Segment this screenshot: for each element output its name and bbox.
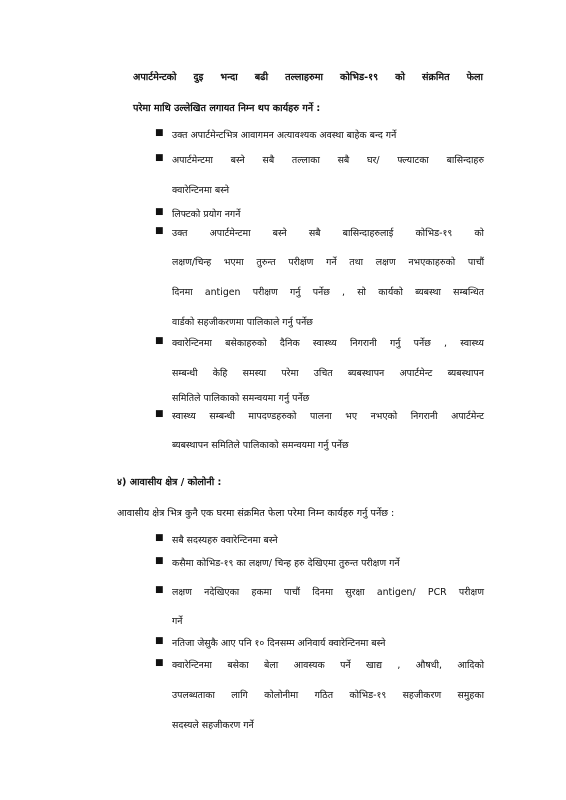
colony-item-line: क्वारेन्टिनमा बसेका बेला आवस्यक पर्ने खाद्य , औषधी, आदिको [172, 660, 484, 671]
colony-item-line: गर्ने [172, 616, 183, 627]
section-4-title: ४) आवासीय क्षेत्र / कोलोनी : [117, 477, 222, 488]
colony-bullet-icon: ■ [155, 658, 164, 668]
apartment-item-line: क्वारेन्टिनमा बसेकाहरुको दैनिक स्वास्थ्य निगरानी गर्नु पर्नेछ , स्वास्थ्य [172, 338, 484, 349]
apartment-bullet-icon: ■ [155, 207, 164, 217]
apartment-item-line: क्वारेन्टिनमा बस्ने [172, 185, 230, 196]
apartment-item-line: वार्डको सहजीकरणमा पालिकाले गर्नु पर्नेछ [172, 317, 313, 328]
apartment-bullet-icon: ■ [155, 226, 164, 236]
colony-bullet-icon: ■ [155, 636, 164, 646]
heading-line-2: परेमा माथि उल्लेखित लगायत निम्न थप कार्यहरु गर्ने : [133, 103, 321, 114]
apartment-bullet-icon: ■ [155, 336, 164, 346]
apartment-item-line: दिनमा antigen परीक्षण गर्नु पर्नेछ , सो कार्यको ब्यबस्था सम्बन्धित [172, 287, 484, 298]
apartment-bullet-icon: ■ [155, 128, 164, 138]
colony-bullet-icon: ■ [155, 533, 164, 543]
apartment-bullet-icon: ■ [155, 409, 164, 419]
apartment-item-line: ब्यबस्थापन समितिले पालिकाको समन्वयमा गर्नु पर्नेछ [172, 440, 349, 451]
apartment-item-line: उक्त अपार्टमेन्टभित्र आवागमन अत्यावश्यक अवस्था बाहेक बन्द गर्ने [172, 130, 397, 141]
apartment-item-line: समितिले पालिकाको समन्वयमा गर्नु पर्नेछ [172, 393, 310, 404]
colony-item-line: लक्षण नदेखिएका हकमा पाचौं दिनमा सुरक्षा antigen/ PCR परीक्षण [172, 587, 484, 598]
apartment-item-line: सम्बन्धी केहि समस्या परेमा उचित ब्यबस्थापन अपार्टमेन्ट ब्यबस्थापन [172, 368, 484, 379]
apartment-item-line: अपार्टमेन्टमा बस्ने सबै तल्लाका सबै घर/ फ्ल्याटका बासिन्दाहरु [172, 155, 484, 166]
colony-item-line: उपलब्धताका लागि कोलोनीमा गठित कोभिड-१९ सहजीकरण समुहका [172, 690, 484, 701]
colony-bullet-icon: ■ [155, 556, 164, 566]
apartment-item-line: स्वास्थ्य सम्बन्धी मापदण्डहरुको पालना भए नभएको निगरानी अपार्टमेन्ट [172, 411, 484, 422]
apartment-item-line: लिफ्टको प्रयोग नगर्ने [172, 209, 241, 220]
apartment-bullet-icon: ■ [155, 153, 164, 163]
apartment-item-line: उक्त अपार्टमेन्टमा बस्ने सबै बासिन्दाहरुलाई कोभिड-१९ को [172, 228, 484, 239]
colony-item-line: सबै सदस्यहरु क्वारेन्टिनमा बस्ने [172, 535, 278, 546]
apartment-item-line: लक्षण/चिन्ह भएमा तुरुन्त परीक्षण गर्ने तथा लक्षण नभएकाहरुको पाचौं [172, 257, 484, 268]
colony-item-line: सदस्यले सहजीकरण गर्ने [172, 720, 254, 731]
section-4-intro: आवासीय क्षेत्र भित्र कुनै एक घरमा संक्रमित फेला परेमा निम्न कार्यहरु गर्नु पर्नेछ : [117, 508, 395, 519]
heading-line-1: अपार्टमेन्टको दुइ भन्दा बढी तल्लाहरुमा कोभिड-१९ को संक्रमित फेला [133, 72, 483, 83]
colony-item-line: कसैमा कोभिड-१९ का लक्षण/ चिन्ह हरु देखिएमा तुरुन्त परीक्षण गर्ने [172, 558, 400, 569]
colony-bullet-icon: ■ [155, 585, 164, 595]
colony-item-line: नतिजा जेसुकै आए पनि १० दिनसम्म अनिवार्य क्वारेन्टिनमा बस्ने [172, 638, 386, 649]
